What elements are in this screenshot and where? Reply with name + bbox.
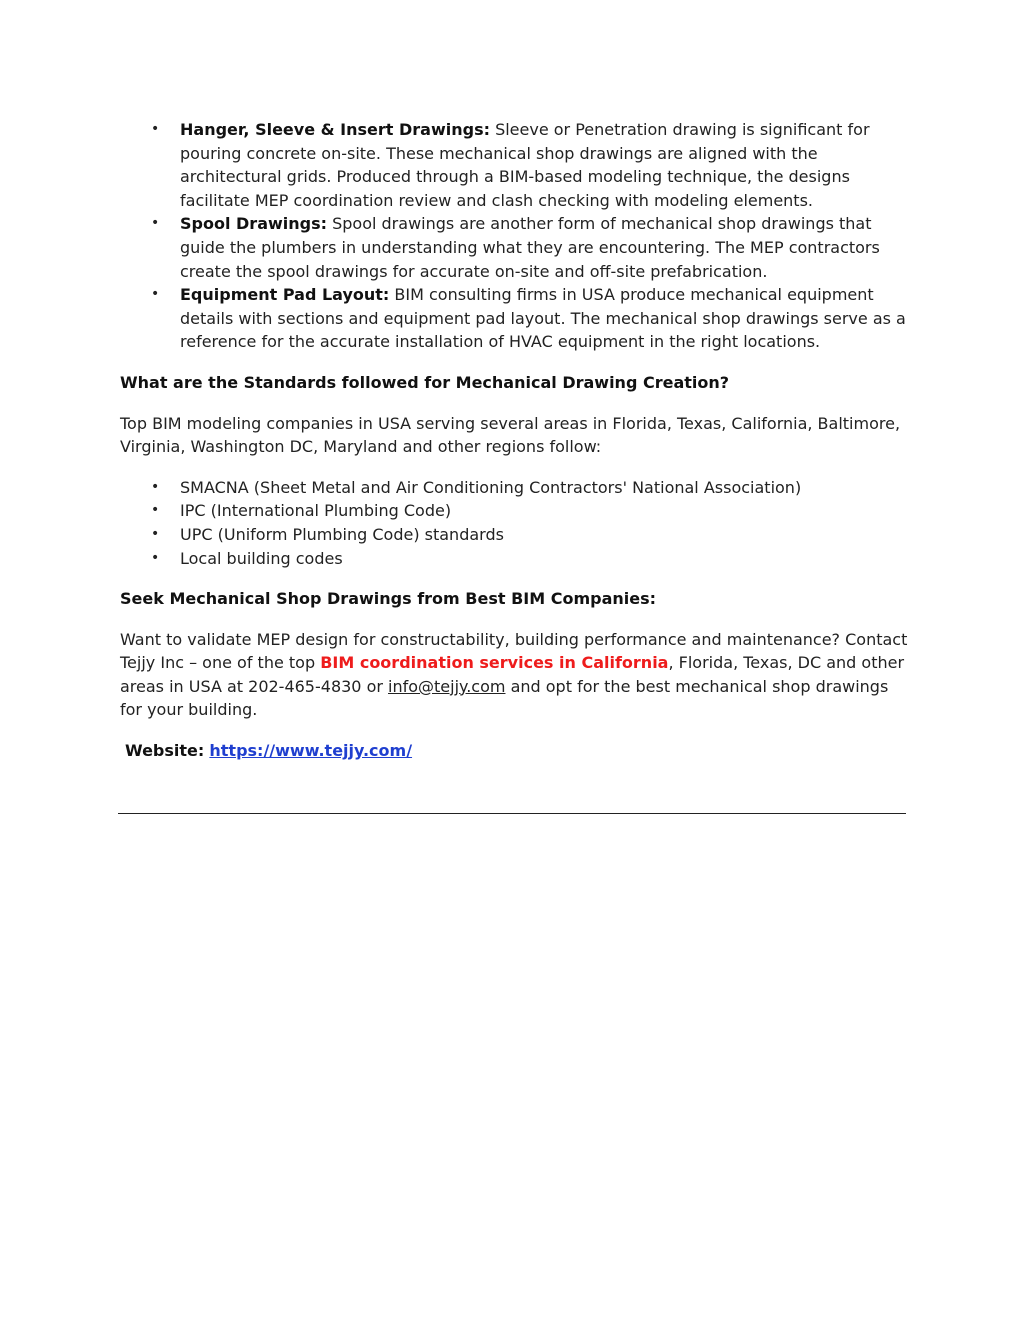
list-item	[120, 118, 910, 212]
list-item	[120, 547, 910, 571]
standards-intro: Top BIM modeling companies in USA serving several areas in Florida, Texas, California, Baltimore, Virginia, Washington DC, Maryland and other regions follow:	[120, 413, 901, 457]
contact-heading: Seek Mechanical Shop Drawings from Best BIM Companies:	[120, 589, 657, 609]
list-item-label: Spool Drawings:	[180, 214, 328, 234]
email-link[interactable]: info@tejjy.com	[388, 676, 506, 696]
spacer	[120, 722, 910, 739]
bullet-icon: •	[151, 549, 160, 566]
bullet-icon: •	[151, 478, 160, 495]
spacer	[120, 459, 910, 476]
standards-heading: What are the Standards followed for Mechanical Drawing Creation?	[120, 372, 730, 392]
list-item-text: Local building codes	[180, 548, 343, 568]
bim-coordination-link[interactable]: BIM coordination services in California	[320, 653, 669, 673]
list-item-text: Sleeve or Penetration drawing is significant for pouring concrete on-site. These mechanical shop drawings are aligned with the architectural grids. Produced through a BIM-based modeling technique, the designs facilitate MEP coordination review and clash checking with modeling elements.	[180, 120, 870, 210]
website-row	[120, 739, 910, 763]
list-item-text: UPC (Uniform Plumbing Code) standards	[180, 524, 504, 544]
list-item-text: SMACNA (Sheet Metal and Air Conditioning Contractors' National Association)	[180, 477, 802, 497]
website-link[interactable]: https://www.tejjy.com/	[209, 741, 413, 761]
list-item-text: BIM consulting firms in USA produce mechanical equipment details with sections and equipment pad layout. The mechanical shop drawings serve as a reference for the accurate installation of HVAC equipment in the right locations.	[180, 285, 906, 352]
list-item-text: IPC (International Plumbing Code)	[180, 501, 452, 521]
standards-list	[120, 476, 910, 570]
drawing-types-list	[120, 118, 910, 354]
list-item-label: Hanger, Sleeve & Insert Drawings:	[180, 120, 490, 139]
list-item	[120, 476, 910, 500]
bullet-icon: •	[151, 525, 160, 542]
list-item	[120, 212, 910, 283]
spacer	[120, 354, 910, 371]
spacer	[120, 611, 910, 628]
document-body	[120, 118, 910, 763]
contact-text-intro: Want to validate MEP design for constructability, building performance and maintenance? Contact Tejjy Inc – one of the top	[120, 629, 908, 673]
bullet-icon: •	[151, 121, 160, 137]
contact-text-middle: , Florida, Texas, DC and other areas in USA at 202-465-4830 or	[120, 653, 905, 696]
list-item-text: Spool drawings are another form of mechanical shop drawings that guide the plumbers in understanding what they are encountering. The MEP contractors create the spool drawings for accurate on-site and off-site prefabrication.	[180, 214, 880, 281]
bullet-icon: •	[151, 286, 160, 303]
list-item	[120, 499, 910, 523]
list-item	[120, 523, 910, 547]
contact-paragraph	[120, 628, 910, 722]
list-item-label: Equipment Pad Layout:	[180, 285, 390, 305]
horizontal-divider	[118, 813, 906, 814]
bullet-icon: •	[151, 502, 160, 519]
spacer	[120, 395, 910, 412]
website-label: Website:	[125, 741, 205, 761]
spacer	[120, 570, 910, 587]
bullet-icon: •	[151, 215, 160, 232]
contact-text-end: and opt for the best mechanical shop drawings for your building.	[120, 676, 889, 720]
list-item	[120, 283, 910, 354]
